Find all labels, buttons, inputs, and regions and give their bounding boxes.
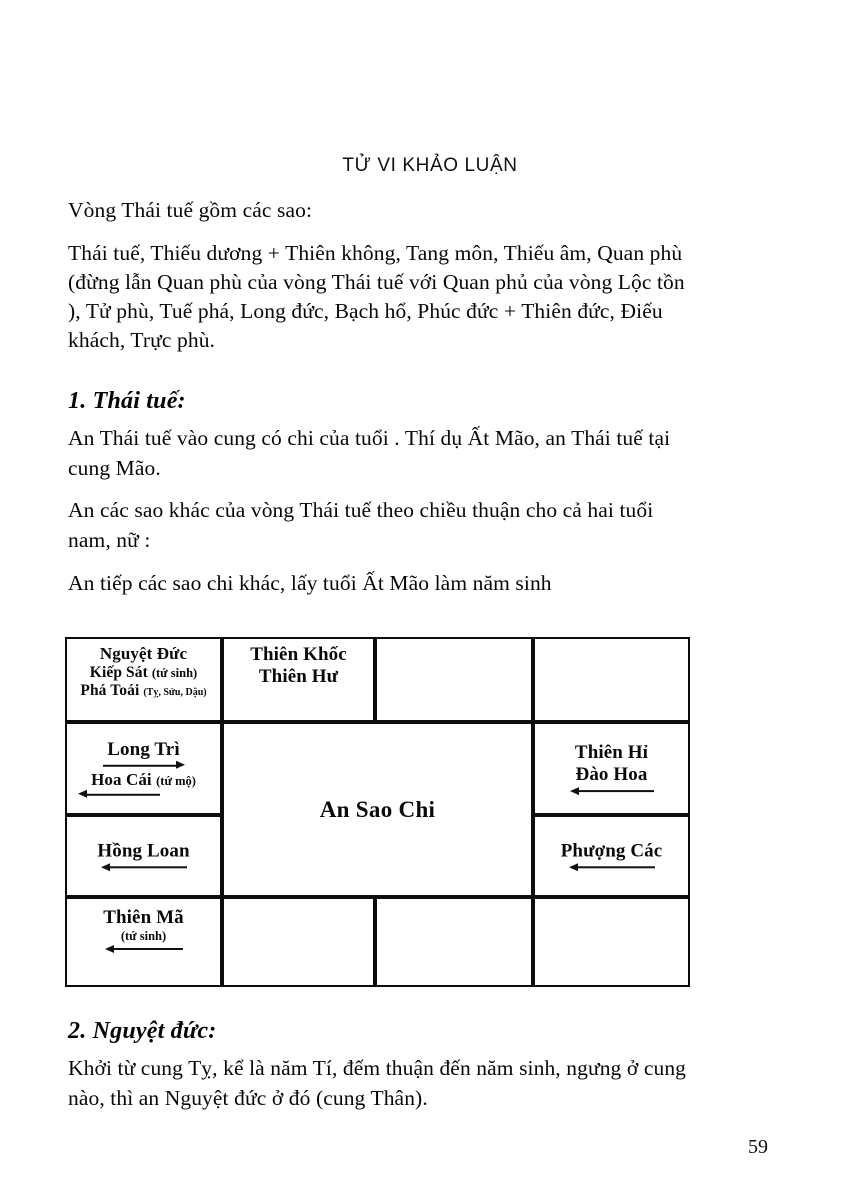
intro-star-list: Thái tuế, Thiếu dương + Thiên không, Tang môn, Thiếu âm, Quan phù (đừng lẫn Quan phù của vòng Thái tuế với Quan phủ của vòng Lộc tồn ), Tử phù, Tuế phá, Long đức, Bạch hổ, Phúc đức + Thiên đức, Điếu khách, Trực phù. [68, 240, 685, 353]
section-2 [68, 1018, 698, 1126]
chart-cell-r1c1 [65, 637, 222, 722]
chart-cell-r2c4 [533, 722, 690, 815]
section-2-heading: 2. Nguyệt đức: [68, 1018, 217, 1044]
chart-cell-r1c2 [222, 637, 375, 722]
star-thien-ma-note: (tứ sinh) [120, 929, 167, 944]
star-kiep-sat-note: (tứ sinh) [151, 666, 198, 681]
star-pha-toai: Phá Toái (Tỵ, Sửu, Dậu) [80, 682, 207, 700]
chart-center-cell [222, 722, 533, 897]
chart-cell-r1c4 [533, 637, 690, 722]
star-phuong-cac: Phượng Các [560, 840, 663, 862]
arrow-right-long-tri [103, 761, 185, 770]
star-hoa-cai-note: (tứ mộ) [156, 773, 196, 788]
star-long-tri: Long Trì [107, 738, 180, 760]
arrow-left-phuong-cac [569, 863, 655, 872]
chart-cell-r2c1 [65, 722, 222, 815]
star-hoa-cai: Hoa Cái (tứ mộ) [91, 769, 196, 789]
intro-block [68, 196, 698, 369]
page-number: 59 [748, 1136, 768, 1158]
section-2-paragraph-1: Khởi từ cung Tỵ, kể là năm Tí, đếm thuận đến năm sinh, ngưng ở cung nào, thì an Nguyệt đức ở đó (cung Thân). [68, 1056, 687, 1110]
chart-cell-r1c3 [375, 637, 533, 722]
star-kiep-sat: Kiếp Sát (tứ sinh) [89, 664, 198, 682]
section-1-paragraph-2: An các sao khác của vòng Thái tuế theo chiều thuận cho cả hai tuổi nam, nữ : [68, 498, 654, 552]
arrow-left-thien-ma [105, 944, 183, 953]
star-thien-khoc: Thiên Khốc [250, 644, 347, 665]
section-1-paragraph-3: An tiếp các sao chi khác, lấy tuổi Ất Mão làm năm sinh [68, 570, 552, 595]
chart-cell-r3c1 [65, 815, 222, 897]
chart-cell-r3c4 [533, 815, 690, 897]
chart-center-label: An Sao Chi [319, 796, 436, 822]
star-thien-hu: Thiên Hư [258, 666, 339, 688]
arrow-left-hong-loan [101, 863, 187, 872]
an-sao-chi-chart [65, 637, 690, 987]
chart-cell-r4c3 [375, 897, 533, 987]
running-header: TỬ VI KHẢO LUẬN [342, 155, 518, 176]
star-hong-loan: Hồng Loan [97, 840, 190, 862]
section-1-paragraph-1: An Thái tuế vào cung có chi của tuổi . Thí dụ Ất Mão, an Thái tuế tại cung Mão. [68, 426, 671, 480]
star-dao-hoa: Đào Hoa [575, 764, 648, 785]
star-nguyet-duc: Nguyệt Đức [99, 644, 188, 663]
chart-cell-r4c1 [65, 897, 222, 987]
chart-cell-r4c2 [222, 897, 375, 987]
star-thien-ma: Thiên Mã [103, 907, 184, 928]
intro-lead: Vòng Thái tuế gồm các sao: [68, 198, 313, 222]
arrow-left-dao-hoa [570, 786, 654, 795]
arrow-left-hoa-cai [78, 790, 160, 799]
section-1 [68, 388, 698, 611]
chart-cell-r4c4 [533, 897, 690, 987]
star-pha-toai-note: (Tỵ, Sửu, Dậu) [143, 687, 207, 699]
section-1-heading: 1. Thái tuế: [68, 388, 186, 414]
star-thien-hi: Thiên Hỉ [574, 741, 649, 763]
